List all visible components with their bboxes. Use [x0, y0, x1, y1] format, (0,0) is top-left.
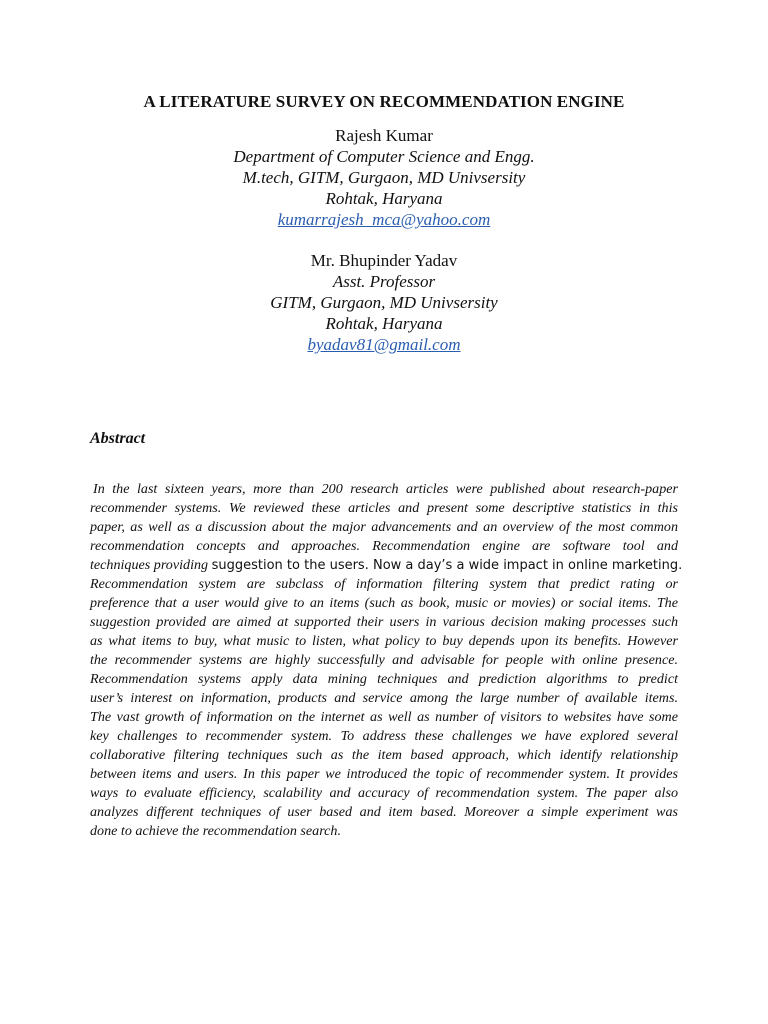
paper-title: A LITERATURE SURVEY ON RECOMMENDATION ENGINE: [143, 92, 625, 111]
author-affiliation-line: M.tech, GITM, Gurgaon, MD Univsersity: [242, 168, 526, 187]
author-affiliation-line: Department of Computer Science and Engg.: [233, 147, 535, 166]
abstract-line-mixed: [90, 556, 683, 575]
abstract-line: key challenges to recommender system. To address these challenges we have explored several: [90, 728, 678, 744]
abstract-body: [90, 480, 683, 841]
abstract-line: recommender systems. We reviewed these articles and present some descriptive statistics in this: [90, 500, 678, 516]
author-block-2: [0, 250, 768, 355]
author-name: Rajesh Kumar: [335, 126, 433, 145]
abstract-line: recommendation concepts and approaches. Recommendation engine are software tool and: [90, 538, 678, 554]
abstract-segment-sans: suggestion to the users. Now a day’s a wide impact in online marketing.: [211, 558, 683, 573]
abstract-segment: techniques providing: [90, 557, 212, 573]
author-name: Mr. Bhupinder Yadav: [310, 251, 458, 270]
abstract-line: user’s interest on information, products and service among the large number of available items.: [90, 690, 678, 706]
abstract-line: Recommendation systems apply data mining techniques and prediction algorithms to predict: [90, 671, 678, 687]
author-email-link[interactable]: byadav81@gmail.com: [307, 335, 461, 354]
abstract-line: collaborative filtering techniques such as the item based approach, which identify relationship: [90, 747, 678, 763]
abstract-heading: Abstract: [90, 430, 146, 447]
abstract-line: The vast growth of information on the internet as well as number of visitors to websites have some: [90, 709, 678, 725]
abstract-line: paper, as well as a discussion about the major advancements and an overview of the most common: [90, 519, 678, 535]
abstract-line: suggestion provided are aimed at supported their users in various decision making processes such: [90, 614, 678, 630]
author-affiliation-line: Rohtak, Haryana: [325, 314, 443, 333]
abstract-line: as what items to buy, what music to listen, what policy to buy depends upon its benefits. However: [90, 633, 678, 649]
abstract-line: preference that a user would give to an items (such as book, music or movies) or social items. The: [90, 595, 678, 611]
author-affiliation-line: GITM, Gurgaon, MD Univsersity: [270, 293, 498, 312]
author-affiliation-line: Asst. Professor: [332, 272, 436, 291]
abstract-line: done to achieve the recommendation search.: [90, 823, 341, 839]
author-block-1: [0, 125, 768, 230]
abstract-line: between items and users. In this paper we introduced the topic of recommender system. It provides: [90, 766, 678, 782]
author-email-link[interactable]: kumarrajesh_mca@yahoo.com: [277, 210, 491, 229]
abstract-line: the recommender systems are highly successfully and advisable for people with online presence.: [90, 652, 678, 668]
abstract-line: analyzes different techniques of user based and item based. Moreover a simple experiment was: [90, 804, 678, 820]
abstract-line: Recommendation system are subclass of information filtering system that predict rating or: [90, 576, 678, 592]
abstract-line: In the last sixteen years, more than 200 research articles were published about research-paper: [93, 481, 678, 497]
abstract-line: ways to evaluate efficiency, scalability and accuracy of recommendation system. The paper also: [90, 785, 678, 801]
author-affiliation-line: Rohtak, Haryana: [325, 189, 443, 208]
